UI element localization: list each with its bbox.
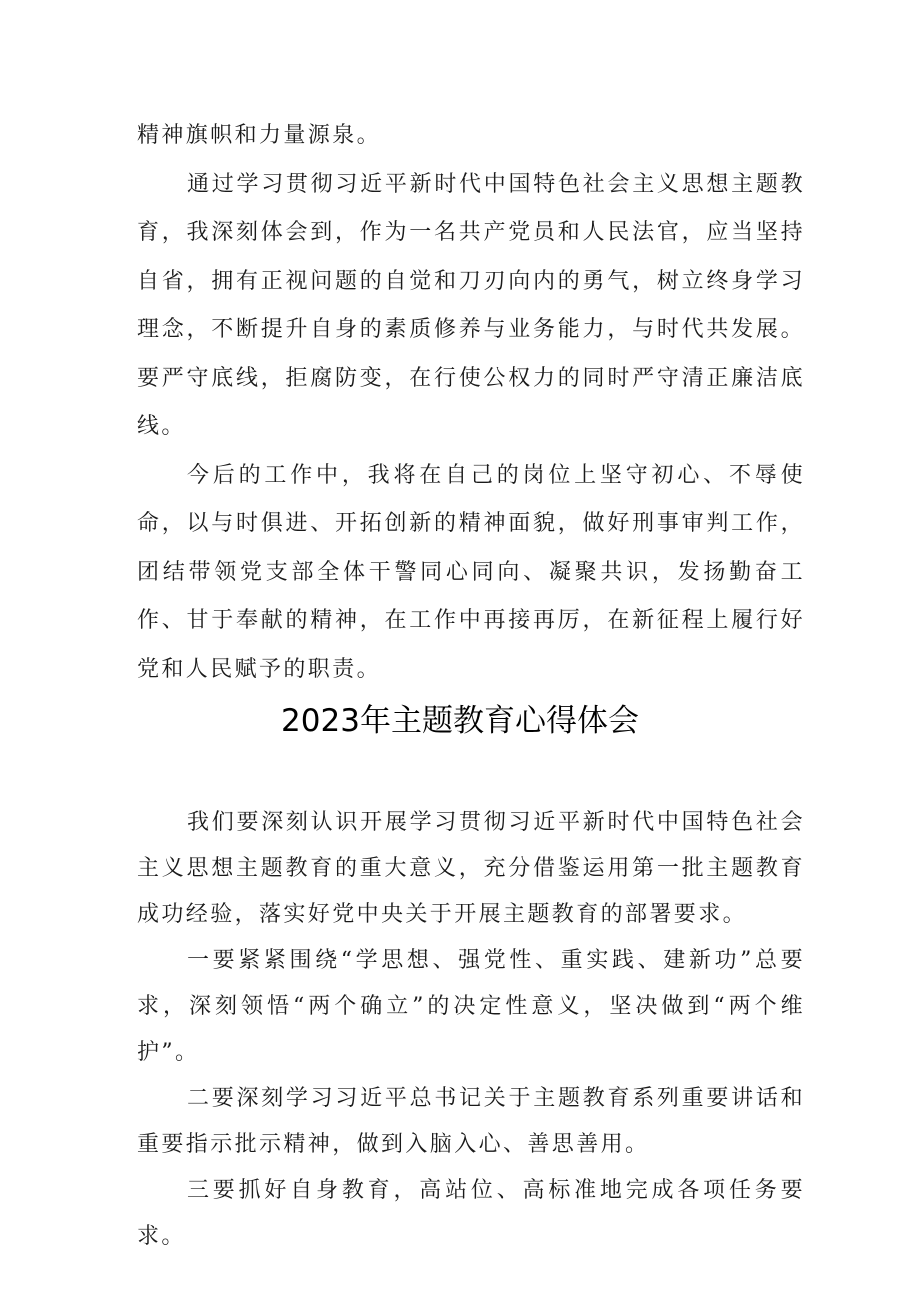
paragraph: 通过学习贯彻习近平新时代中国特色社会主义思想主题教育，我深刻体会到，作为一名共产党员和人民法官，应当坚持自省，拥有正视问题的自觉和刀刃向内的勇气，树立终身学习理念，不断提升自身的素质修养与业务能力，与时代共发展。要严守底线，拒腐防变，在行使公权力的同时严守清正廉洁底线。: [137, 171, 805, 439]
paragraph: 我们要深刻认识开展学习贯彻习近平新时代中国特色社会主义思想主题教育的重大意义，充分借鉴运用第一批主题教育成功经验，落实好党中央关于开展主题教育的部署要求。: [137, 810, 805, 927]
paragraph: 今后的工作中，我将在自己的岗位上坚守初心、不辱使命，以与时俱进、开拓创新的精神面貌，做好刑事审判工作，团结带领党支部全体干警同心同向、凝聚共识，发扬勤奋工作、甘于奉献的精神，在工作中再接再厉，在新征程上履行好党和人民赋予的职责。: [137, 462, 805, 682]
paragraph: 三要抓好自身教育，高站位、高标准地完成各项任务要求。: [137, 1178, 805, 1249]
article-body: [137, 800, 805, 1260]
article-title: 2023年主题教育心得体会: [281, 703, 639, 739]
paragraph: 二要深刻学习习近平总书记关于主题教育系列重要讲话和重要指示批示精神，做到入脑入心、善思善用。: [137, 1086, 805, 1157]
paragraph: 一要紧紧围绕“学思想、强党性、重实践、建新功”总要求，深刻领悟“两个确立”的决定性意义，坚决做到“两个维护”。: [137, 948, 805, 1065]
previous-article-text: [137, 112, 805, 694]
paragraph-continuation: 精神旗帜和力量源泉。: [137, 123, 382, 148]
